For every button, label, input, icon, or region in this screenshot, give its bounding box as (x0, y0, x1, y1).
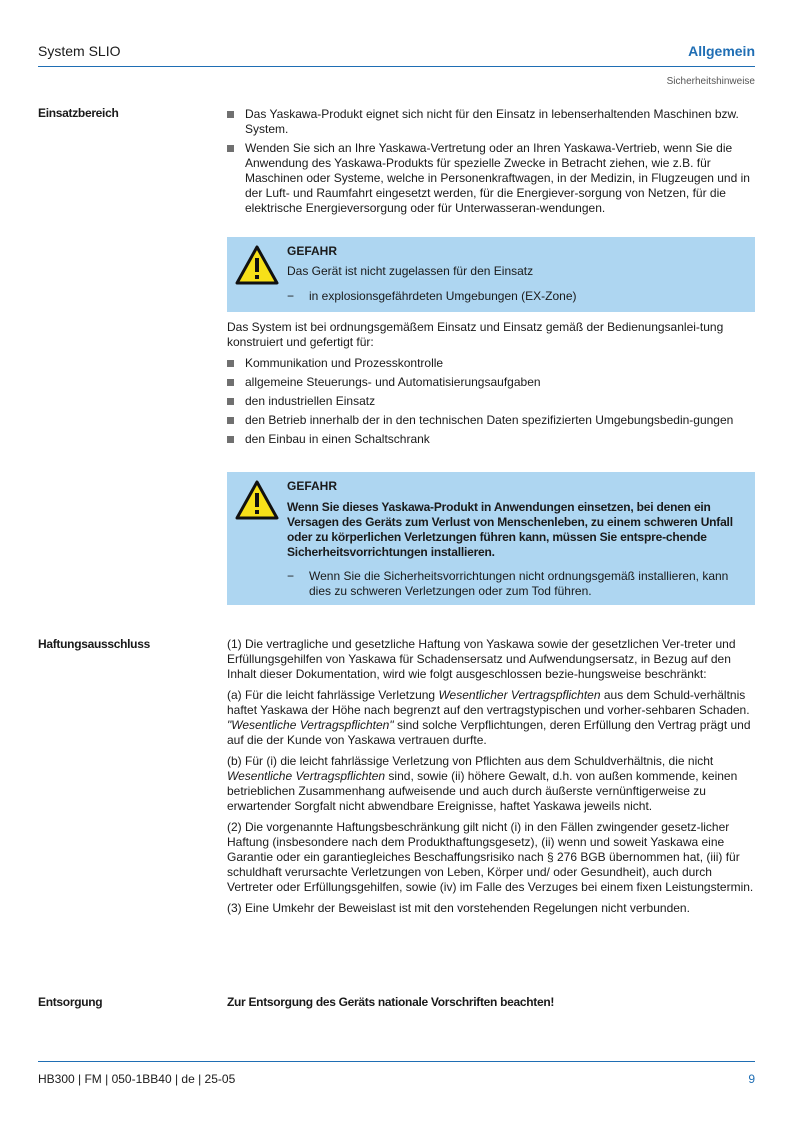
section-label-einsatzbereich: Einsatzbereich (38, 106, 119, 120)
danger-title: GEFAHR (287, 479, 338, 493)
haftung-paragraph-5: (3) Eine Umkehr der Beweislast ist mit den vorstehenden Regelungen nicht verbunden. (227, 901, 690, 915)
text-run: (a) Für die leicht fahrlässige Verletzung (227, 688, 439, 702)
header-divider (38, 66, 755, 67)
usage-intro: Das System ist bei ordnungsgemäßem Einsatz und Einsatz gemäß der Bedienungsanlei-tung konstruiert und gefertigt für: (227, 320, 724, 349)
danger-text: Wenn Sie dieses Yaskawa-Produkt in Anwendungen einsetzen, bei denen ein Versagen des Geräts zum Verlust von Menschenleben, zu einem schweren Unfall oder zu körperlichen Verletzungen führen kann, müssen Sie entspre-chende Sicherheitsvorrichtungen installieren. (287, 500, 733, 559)
list-item-text: Wenden Sie sich an Ihre Yaskawa-Vertretung oder an Ihren Yaskawa-Vertrieb, wenn Sie die Anwendung des Yaskawa-Produkts für spezielle Zwecke in Betracht ziehen, wie z.B. für Maschinen oder Systeme, welche in Personenkraftwagen, in der Medizin, in Flugzeugen und in der Luft- und Raumfahrt eingesetzt werden, für die Energiever-sorgung von Netzen, für die elektrische Energieversorgung oder für Unterwasseran-wendungen. (245, 141, 750, 215)
list-item-text: allgemeine Steuerungs- und Automatisierungsaufgaben (245, 375, 541, 389)
text-run-italic: "Wesentliche Vertragspflichten" (227, 718, 394, 732)
haftung-text (227, 637, 757, 922)
bullet-square-icon (227, 111, 234, 118)
haftung-paragraph-1: (1) Die vertragliche und gesetzliche Haftung von Yaskawa sowie der gesetzlichen Ver-treter und Erfüllungsgehilfen von Yaskawa für Schadensersatz und Aufwendungsersatz, in Bezug auf den Inhalt dieser Dokumentation, wird wie folgt ausgeschlossen bezie-hungsweise beschränkt: (227, 637, 736, 681)
text-run: (b) Für (i) die leicht fahrlässige Verletzung von Pflichten aus dem Schuldverhältnis, die nicht (227, 754, 714, 768)
section-label-entsorgung: Entsorgung (38, 995, 103, 1009)
text-run: sind solche Verpflichtungen, deren Erfüllung den Vertrag prägt und auf die der Kunde von Yaskawa vertrauen durfte. (227, 718, 751, 747)
bullet-square-icon (227, 360, 234, 367)
haftung-paragraph-3 (227, 754, 757, 814)
dash-marker: − (287, 289, 295, 303)
einsatz-usage (227, 320, 757, 451)
list-item-text: den Einbau in einen Schaltschrank (245, 432, 430, 446)
text-run-italic: Wesentliche Vertragspflichten (227, 769, 386, 783)
footer-doc-id: HB300 | FM | 050-1BB40 | de | 25-05 (38, 1072, 236, 1086)
list-item (227, 413, 757, 428)
list-item (227, 141, 757, 216)
list-item (227, 107, 757, 137)
text-run-italic: Wesentlicher Vertragspflichten (438, 688, 601, 702)
bullet-square-icon (227, 145, 234, 152)
bullet-square-icon (227, 436, 234, 443)
bullet-square-icon (227, 379, 234, 386)
list-item-text: den industriellen Einsatz (245, 394, 376, 408)
header-section: Sicherheitshinweise (666, 76, 755, 87)
warning-triangle-icon (235, 480, 279, 520)
danger-dash-item (287, 569, 745, 599)
text-run: aus dem Schuld-verhältnis haftet Yaskawa der Höhe nach begrenzt auf den vertragstypischen und vorher-sehbaren Schaden. (227, 688, 750, 717)
list-item (227, 394, 757, 409)
list-item-text: Das Yaskawa-Produkt eignet sich nicht für den Einsatz in lebenserhaltenden Maschinen bzw. System. (245, 107, 739, 136)
list-item-text: Kommunikation und Prozesskontrolle (245, 356, 444, 370)
list-item (227, 375, 757, 390)
header-chapter: Allgemein (688, 43, 755, 59)
header-product: System SLIO (38, 43, 121, 59)
dash-marker: − (287, 569, 295, 583)
list-item (227, 432, 757, 447)
section-label-haftungsausschluss: Haftungsausschluss (38, 637, 150, 651)
text-run: sind, sowie (ii) höhere Gewalt, d.h. von außen kommende, keinen betrieblichen Zusammenhang aufweisende und auch durch äußerste vernünftigerweise zu erwartender Sorgfalt nicht abwendbare Ereignisse, haftet Yaskawa jeweils nicht. (227, 769, 738, 813)
haftung-paragraph-2 (227, 688, 757, 748)
danger-dash-text: in explosionsgefährdeten Umgebungen (EX-Zone) (309, 289, 577, 303)
list-item-text: den Betrieb innerhalb der in den technischen Daten spezifizierten Umgebungsbedin-gungen (245, 413, 734, 427)
list-item (227, 356, 757, 371)
danger-dash-text: Wenn Sie die Sicherheitsvorrichtungen nicht ordnungsgemäß installieren, kann dies zu schweren Verletzungen oder zum Tod führen. (309, 569, 729, 598)
danger-title: GEFAHR (287, 244, 338, 258)
bullet-square-icon (227, 398, 234, 405)
danger-text: Das Gerät ist nicht zugelassen für den Einsatz (287, 264, 534, 278)
haftung-paragraph-4: (2) Die vorgenannte Haftungsbeschränkung gilt nicht (i) in den Fällen zwingender gesetz-licher Haftung (insbesondere nach dem Produkthaftungsgesetz), (ii) wenn und soweit Yaskawa eine Garantie oder ein garantiegleiches Beschaffungsrisiko nach § 276 BGB übernommen hat, (iii) für schuldhaft verursachte Verletzungen von Leben, Körper und/ oder Gesundheit), auch durch Vertreter oder Erfüllungsgehilfen, sowie (iv) im Falle des Verzuges bei einem fixen Leistungstermin. (227, 820, 754, 894)
entsorgung-text: Zur Entsorgung des Geräts nationale Vorschriften beachten! (227, 995, 555, 1009)
page-number: 9 (748, 1072, 755, 1086)
footer-divider (38, 1061, 755, 1062)
bullet-square-icon (227, 417, 234, 424)
danger-box-ex (227, 237, 755, 312)
einsatz-bullets (227, 107, 757, 220)
danger-dash-item (287, 289, 745, 304)
danger-box-safety (227, 472, 755, 605)
warning-triangle-icon (235, 245, 279, 285)
